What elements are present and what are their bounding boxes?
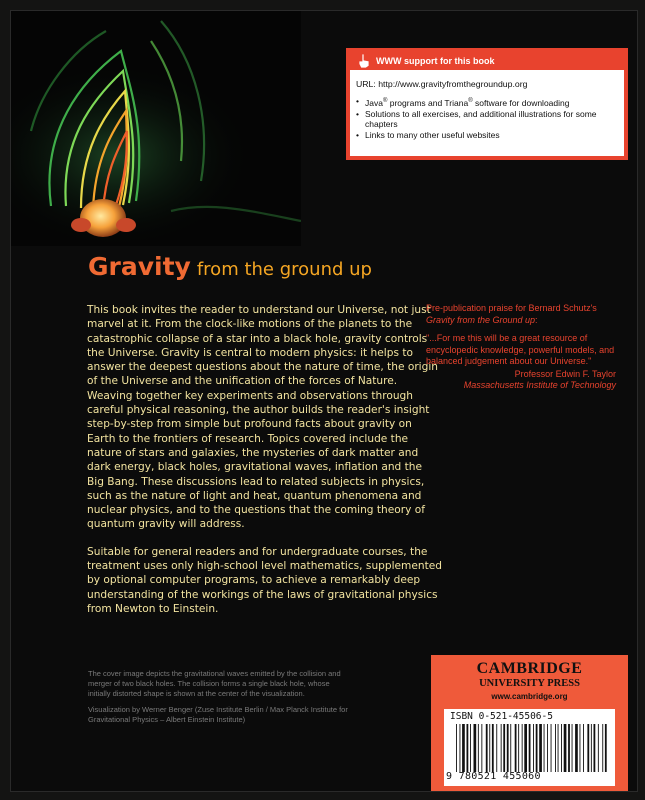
www-support-url: URL: http://www.gravityfromthegroundup.org	[356, 79, 528, 89]
bullet-icon: •	[356, 96, 359, 106]
praise-quote: "...For me this will be a great resource of encyclopedic knowledge, powerful models, and balanced judgement about our Universe."	[426, 333, 615, 366]
bullet-icon: •	[356, 108, 359, 119]
gravitational-wave-visualization	[11, 11, 301, 246]
list-item: • Solutions to all exercises, and additional illustrations for some chapters	[356, 108, 597, 129]
list-item: • Links to many other useful websites	[356, 129, 500, 140]
www-support-box	[346, 48, 628, 160]
bullet-icon: •	[356, 129, 359, 140]
praise-affiliation: Massachusetts Institute of Technology	[463, 380, 616, 390]
praise-intro: Pre-publication praise for Bernard Schutz's Gravity from the Ground up:	[426, 303, 597, 325]
book-title	[88, 252, 372, 281]
praise-author: Professor Edwin F. Taylor	[514, 368, 616, 379]
www-support-list	[356, 96, 624, 141]
book-title-subtitle: from the ground up	[196, 259, 372, 280]
publisher-name: CAMBRIDGE	[476, 660, 583, 677]
www-support-title: WWW support for this book	[376, 56, 495, 66]
cover-image-caption	[88, 669, 350, 731]
barcode-image	[448, 724, 611, 772]
barcode-digits: 9 780521 455060	[446, 771, 541, 782]
barcode-panel	[444, 709, 615, 786]
isbn-number: ISBN 0-521-45506-5	[450, 711, 553, 722]
list-item: • Java® programs and Triana® software for downloading	[356, 96, 570, 108]
praise-block	[426, 303, 616, 392]
publisher-url: www.cambridge.org	[491, 692, 568, 701]
caption-credit: Visualization by Werner Benger (Zuse Institute Berlin / Max Planck Institute for Gravitational Physics – Albert Einstein Institute)	[88, 705, 348, 724]
description-paragraph: Suitable for general readers and for undergraduate courses, the treatment uses only high-school level mathematics, supplemented by optional computer programs, to achieve a remarkably deep understanding of the workings of the laws of gravitational physics from Newton to Einstein.	[87, 545, 443, 615]
publisher-block	[431, 655, 628, 792]
pointing-hand-icon	[356, 53, 372, 69]
cover-panel	[10, 10, 638, 792]
book-description	[87, 303, 442, 629]
caption-paragraph: The cover image depicts the gravitational waves emitted by the collision and merger of two black holes. The collision forms a single black hole, whose initially distorted shape is shown at the center of the visualization.	[88, 669, 341, 698]
description-paragraph: This book invites the reader to understand our Universe, not just marvel at it. From the clock-like motions of the planets to the catastrophic collapse of a star into a black hole, gravity controls the Universe. Gravity is central to modern physics: it helps to answer the deepest questions about the nature of time, the origin of the Universe and the unification of the forces of Nature. Weaving together key experiments and observations through careful physical reasoning, the author builds the reader's insight step-by-step from simple but profound facts about gravity on Earth to the frontiers of research. Topics covered include the nature of stars and galaxies, the mysteries of dark matter and dark energy, black holes, gravitational waves, inflation and the Big Bang. These discussions lead to related subjects in physics, such as the nature of light and heat, quantum phenomena and nuclear physics, and to the questions that the coming theory of quantum gravity will address.	[87, 304, 439, 531]
book-title-main: Gravity	[88, 252, 191, 281]
publisher-subtitle: UNIVERSITY PRESS	[479, 678, 580, 689]
www-support-header	[350, 52, 624, 70]
